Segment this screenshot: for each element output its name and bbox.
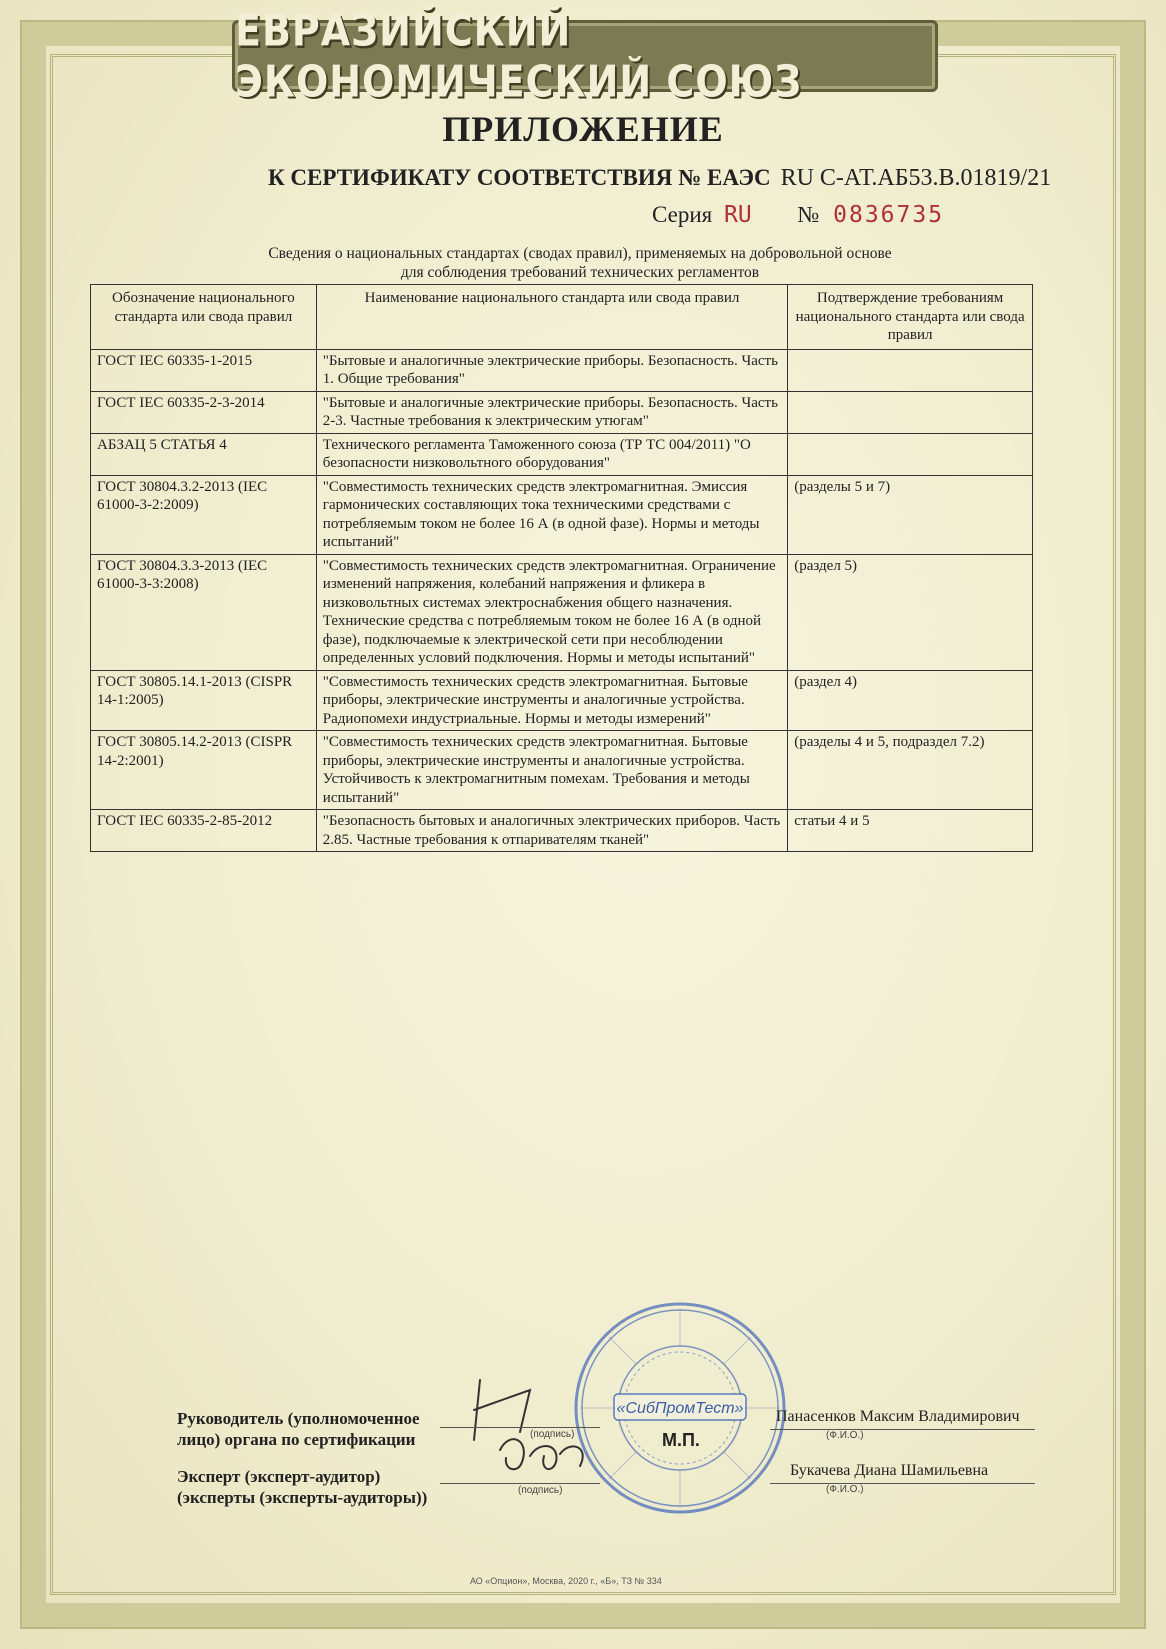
- head-signature-caption: (подпись): [530, 1429, 575, 1440]
- expert-signature-caption: (подпись): [518, 1485, 563, 1496]
- organization-stamp: [570, 1298, 790, 1518]
- signature-mark: [460, 1370, 600, 1480]
- series-line: [652, 202, 944, 228]
- standard-name: "Бытовые и аналогичные электрические приборы. Безопасность. Часть 1. Общие требования": [316, 349, 787, 391]
- standards-table: [90, 284, 1033, 852]
- standard-confirm: (раздел 5): [788, 554, 1033, 670]
- page-title: ПРИЛОЖЕНИЕ: [442, 109, 724, 149]
- expert-label-line-2: (эксперты (эксперты-аудиторы)): [177, 1488, 428, 1507]
- expert-name: Букачева Диана Шамильевна: [790, 1462, 989, 1479]
- mp-label: М.П.: [662, 1430, 700, 1450]
- standard-code: ГОСТ 30805.14.2-2013 (CISPR 14-2:2001): [91, 731, 317, 810]
- table-row: [91, 391, 1033, 433]
- standard-name: Технического регламента Таможенного союза (ТР ТС 004/2011) "О безопасности низковольтного оборудования": [316, 433, 787, 475]
- expert-label: [177, 1466, 427, 1508]
- standard-name: "Совместимость технических средств электромагнитная. Бытовые приборы, электрические инструменты и аналогичные устройства. Устойчивость к электромагнитным помехам. Требования и методы испытаний": [316, 731, 787, 810]
- union-title: ЕВРАЗИЙСКИЙ ЭКОНОМИЧЕСКИЙ СОЮЗ: [235, 5, 803, 107]
- standard-confirm: (раздел 4): [788, 670, 1033, 731]
- column-header: Подтверждение требованиям национального стандарта или свода правил: [788, 285, 1033, 350]
- expert-label-line-1: Эксперт (эксперт-аудитор): [177, 1467, 381, 1486]
- intro-line-2: для соблюдения требований технических регламентов: [400, 264, 760, 281]
- standard-code: ГОСТ 30805.14.1-2013 (CISPR 14-1:2005): [91, 670, 317, 731]
- standard-code: ГОСТ 30804.3.3-2013 (IEC 61000-3-3:2008): [91, 554, 317, 670]
- table-row: [91, 475, 1033, 554]
- table-row: [91, 670, 1033, 731]
- number-label: №: [797, 202, 820, 227]
- standard-name: "Совместимость технических средств электромагнитная. Бытовые приборы, электрические инструменты и аналогичные устройства. Радиопомехи индустриальные. Нормы и методы измерений": [316, 670, 787, 731]
- standard-name: "Совместимость технических средств электромагнитная. Эмиссия гармонических составляющих тока техническими средствами с потребляемым током не более 16 А (в одной фазе). Нормы и методы испытаний": [316, 475, 787, 554]
- table-row: [91, 554, 1033, 670]
- standard-confirm: (разделы 5 и 7): [788, 475, 1033, 554]
- head-label-line-2: лицо) органа по сертификации: [177, 1430, 416, 1449]
- number-value: 0836735: [833, 202, 945, 228]
- standard-name: "Совместимость технических средств электромагнитная. Ограничение изменений напряжения, колебаний напряжения и фликера в низковольтных системах электроснабжения общего назначения. Технические средства с потребляемым током не более 16 А (в одной фазе), подключаемые к электрической сети при несоблюдении определенных условий подключения. Нормы и методы испытаний": [316, 554, 787, 670]
- table-row: [91, 810, 1033, 852]
- certificate-label: К СЕРТИФИКАТУ СООТВЕТСТВИЯ № ЕАЭС: [268, 165, 771, 190]
- expert-fio-caption: (Ф.И.О.): [826, 1484, 864, 1495]
- series-value: RU: [723, 202, 752, 228]
- standard-name: "Бытовые и аналогичные электрические приборы. Безопасность. Часть 2-3. Частные требования к электрическим утюгам": [316, 391, 787, 433]
- standard-code: АБЗАЦ 5 СТАТЬЯ 4: [91, 433, 317, 475]
- standard-code: ГОСТ IEC 60335-2-85-2012: [91, 810, 317, 852]
- certificate-number: RU С-АТ.АБ53.В.01819/21: [780, 165, 1052, 191]
- standard-confirm: [788, 433, 1033, 475]
- expert-signature-line: [440, 1482, 600, 1484]
- head-label: [177, 1408, 420, 1450]
- standard-confirm: [788, 349, 1033, 391]
- head-label-line-1: Руководитель (уполномоченное: [177, 1409, 420, 1428]
- head-fio-line: [770, 1428, 1035, 1430]
- standard-confirm: (разделы 4 и 5, подраздел 7.2): [788, 731, 1033, 810]
- table-row: [91, 349, 1033, 391]
- union-banner: [232, 5, 938, 107]
- printer-imprint: АО «Опцион», Москва, 2020 г., «Б», ТЗ № 334: [470, 1576, 662, 1586]
- intro-text: [160, 244, 1000, 282]
- standard-code: ГОСТ IEC 60335-1-2015: [91, 349, 317, 391]
- head-name: Панасенков Максим Владимирович: [776, 1408, 1020, 1425]
- table-row: [91, 731, 1033, 810]
- stamp-center-text: «СибПромТест»: [616, 1400, 744, 1417]
- standard-code: ГОСТ 30804.3.2-2013 (IEC 61000-3-2:2009): [91, 475, 317, 554]
- standard-confirm: [788, 391, 1033, 433]
- standard-name: "Безопасность бытовых и аналогичных электрических приборов. Часть 2.85. Частные требования к отпаривателям тканей": [316, 810, 787, 852]
- series-label: Серия: [652, 202, 713, 227]
- column-header: Наименование национального стандарта или свода правил: [316, 285, 787, 350]
- expert-fio-line: [770, 1482, 1035, 1484]
- column-header: Обозначение национального стандарта или свода правил: [91, 285, 317, 350]
- intro-line-1: Сведения о национальных стандартах (сводах правил), применяемых на добровольной основе: [268, 245, 892, 262]
- certificate-line: [268, 165, 1051, 192]
- standard-code: ГОСТ IEC 60335-2-3-2014: [91, 391, 317, 433]
- table-row: [91, 433, 1033, 475]
- standard-confirm: статьи 4 и 5: [788, 810, 1033, 852]
- table-header-row: [91, 285, 1033, 350]
- head-fio-caption: (Ф.И.О.): [826, 1430, 864, 1441]
- head-signature-line: [440, 1426, 600, 1428]
